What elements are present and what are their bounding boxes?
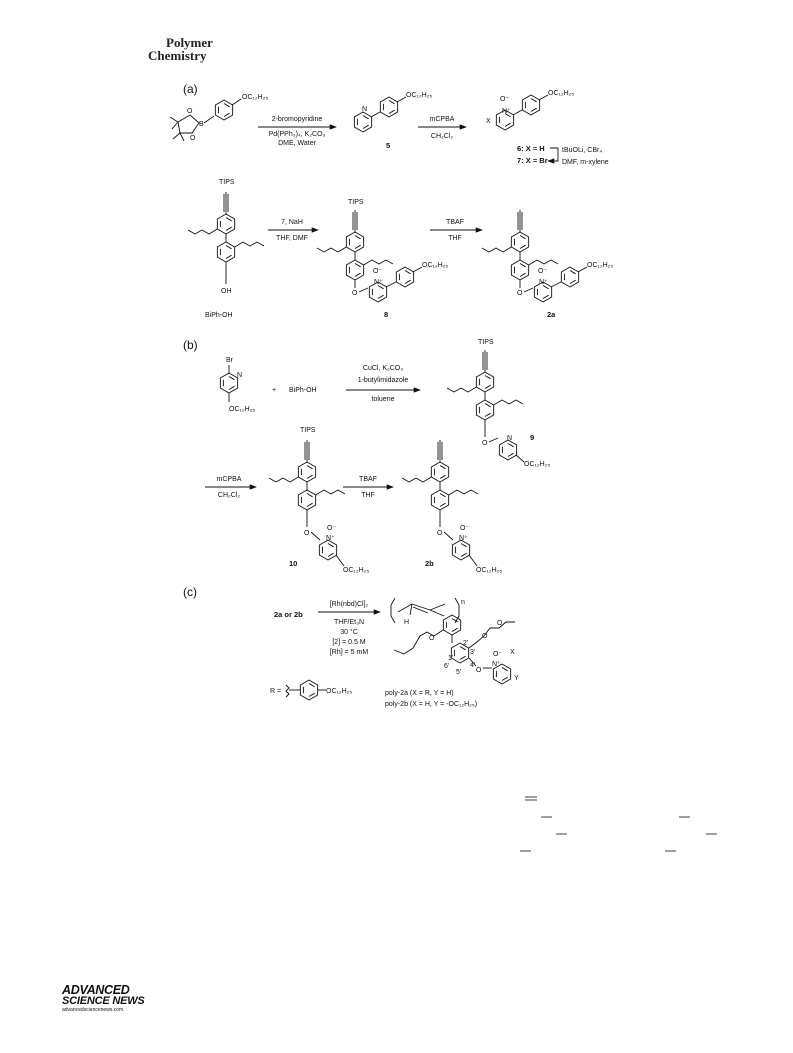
compound-5-label: 5 (386, 141, 391, 150)
compound-8-structure (317, 199, 448, 302)
dodecyloxy-label: OC₁₂H₂₅ (422, 262, 449, 269)
solvent-dme-water: DME, Water (278, 140, 316, 147)
svg-text:N: N (507, 435, 513, 442)
svg-text:O⁻: O⁻ (373, 268, 383, 275)
svg-text:O: O (497, 620, 503, 627)
publisher-logo (62, 985, 145, 1014)
svg-text:X: X (510, 649, 515, 656)
svg-text:O⁻: O⁻ (327, 525, 337, 532)
svg-text:O⁻: O⁻ (460, 525, 470, 532)
svg-text:Y: Y (514, 675, 519, 682)
svg-text:R =: R = (270, 688, 282, 695)
svg-text:N⁺: N⁺ (374, 279, 383, 286)
svg-text:N⁺: N⁺ (539, 279, 548, 286)
rule-marks (520, 797, 717, 851)
reaction-arrow-a3 (548, 148, 558, 161)
svg-text:TIPS: TIPS (478, 339, 494, 346)
monomers-label: 2a or 2b (274, 610, 303, 619)
svg-text:O⁻: O⁻ (493, 651, 503, 658)
journal-name-line2: Chemistry (148, 48, 207, 63)
svg-text:O: O (304, 530, 310, 537)
compound-5-structure (354, 92, 432, 132)
publisher-line2: SCIENCE NEWS (62, 995, 145, 1007)
svg-text:3': 3' (470, 649, 476, 656)
solvent-thf-et3n: THF/Et₃N (333, 619, 365, 626)
poly-2b-label: poly-2b (X = H, Y = -OC₁₂H₂₅) (385, 701, 478, 708)
svg-text:O: O (482, 633, 488, 640)
solvent-dcm: CH₂Cl₂ (430, 133, 454, 140)
biph-oh-structure (188, 179, 264, 295)
reagent-7-nah: 7, NaH (281, 219, 303, 226)
svg-text:TIPS: TIPS (348, 199, 364, 206)
reagent-pd-catalyst: Pd(PPh₃)₄, K₂CO₃ (268, 131, 326, 138)
compound-6-7-structure (486, 90, 574, 130)
svg-text:N⁺: N⁺ (502, 108, 511, 115)
svg-text:B: B (199, 121, 204, 128)
reagent-cucl-k2co3: CuCl, K₂CO₃ (362, 365, 404, 372)
reagent-2-bromopyridine: 2-bromopyridine (271, 116, 323, 123)
temperature: 30 °C (340, 629, 358, 636)
svg-text:6': 6' (444, 663, 450, 670)
panel-label-b: (b) (183, 338, 198, 352)
svg-text:H: H (404, 619, 410, 626)
compound-9-structure (447, 339, 550, 468)
reagent-tbaf-b: TBAF (359, 476, 377, 483)
panel-label-a: (a) (183, 82, 198, 96)
compound-2a-structure (482, 210, 613, 302)
compound-7-label: 7: X = Br (517, 156, 548, 165)
reagent-tbaf: TBAF (446, 219, 464, 226)
dodecyloxy-label: OC₁₂H₂₅ (326, 688, 353, 695)
biph-oh-label: BiPh-OH (205, 312, 233, 319)
r-group-definition (270, 680, 352, 700)
dodecyloxy-label: OC₁₂H₂₅ (524, 461, 551, 468)
svg-text:O: O (352, 290, 358, 297)
journal-name-line1: Polymer (166, 35, 213, 50)
svg-text:5': 5' (456, 669, 462, 676)
svg-text:X: X (486, 118, 491, 125)
plus-sign: + (272, 387, 277, 394)
svg-text:N: N (362, 106, 368, 113)
compound-2b-label: 2b (425, 559, 434, 568)
panel-label-c: (c) (183, 585, 197, 599)
catalyst-rh: [Rh(nbd)Cl]₂ (329, 601, 369, 608)
dodecyloxy-label: OC₁₂H₂₅ (406, 92, 433, 99)
dodecyloxy-label: OC₁₂H₂₅ (229, 406, 256, 413)
publisher-line1: ADVANCED (62, 983, 130, 997)
svg-text:N⁺: N⁺ (459, 535, 468, 542)
svg-text:1': 1' (448, 655, 454, 662)
svg-text:O: O (482, 440, 488, 447)
compound-2b-structure (402, 440, 502, 574)
reagent-mcpba: mCPBA (429, 116, 455, 123)
solvent-thf-dmf: THF, DMF (276, 235, 308, 242)
solvent-thf-b: THF (361, 492, 375, 499)
reagent-mcpba-b: mCPBA (216, 476, 242, 483)
dodecyloxy-label: OC₁₂H₂₅ (476, 567, 503, 574)
solvent-dmf-xylene: DMF, m-xylene (562, 159, 609, 166)
svg-text:O: O (437, 530, 443, 537)
svg-text:N⁺: N⁺ (492, 661, 501, 668)
svg-text:TIPS: TIPS (300, 427, 316, 434)
svg-text:O: O (429, 635, 435, 642)
svg-text:N⁺: N⁺ (326, 535, 335, 542)
svg-text:O: O (517, 290, 523, 297)
svg-text:N: N (237, 372, 243, 379)
reagent-butylimidazole: 1-butylimidazole (357, 377, 409, 384)
dodecyloxy-label: OC₁₂H₂₅ (242, 94, 269, 101)
compound-10-structure (269, 427, 369, 574)
reagent-tbuoli-cbr4: tBuOLi, CBr₄ (562, 147, 603, 154)
bromopyridine-structure (220, 357, 255, 413)
compound-2a-label: 2a (547, 310, 556, 319)
polymer-structure (391, 598, 519, 684)
poly-2a-label: poly-2a (X = R, Y = H) (385, 690, 454, 697)
catalyst-concentration: [Rh] = 5 mM (329, 649, 369, 656)
svg-text:4': 4' (470, 662, 476, 669)
dodecyloxy-label: OC₁₂H₂₅ (343, 567, 370, 574)
compound-9-label: 9 (530, 433, 535, 442)
svg-text:O: O (476, 667, 482, 674)
svg-text:n: n (461, 599, 465, 606)
solvent-thf: THF (448, 235, 462, 242)
publisher-url: advancedsciencenews.com (62, 1007, 124, 1013)
solvent-toluene: toluene (371, 396, 395, 403)
boronate-ester-structure (170, 94, 268, 142)
svg-text:2': 2' (463, 640, 469, 647)
monomer-concentration: [2] = 0.5 M (332, 639, 366, 646)
compound-6-label: 6: X = H (517, 144, 545, 153)
solvent-dcm-b: CH₂Cl₂ (217, 492, 241, 499)
svg-text:O⁻: O⁻ (538, 268, 548, 275)
svg-text:O: O (190, 135, 196, 142)
svg-text:TIPS: TIPS (219, 179, 235, 186)
svg-text:OH: OH (221, 288, 232, 295)
dodecyloxy-label: OC₁₂H₂₅ (548, 90, 575, 97)
biph-oh-reagent: BiPh-OH (289, 387, 317, 394)
svg-text:O: O (187, 108, 193, 115)
compound-10-label: 10 (289, 559, 298, 568)
svg-text:Br: Br (226, 357, 233, 364)
svg-text:O⁻: O⁻ (500, 96, 510, 103)
compound-8-label: 8 (384, 310, 389, 319)
dodecyloxy-label: OC₁₂H₂₅ (587, 262, 614, 269)
